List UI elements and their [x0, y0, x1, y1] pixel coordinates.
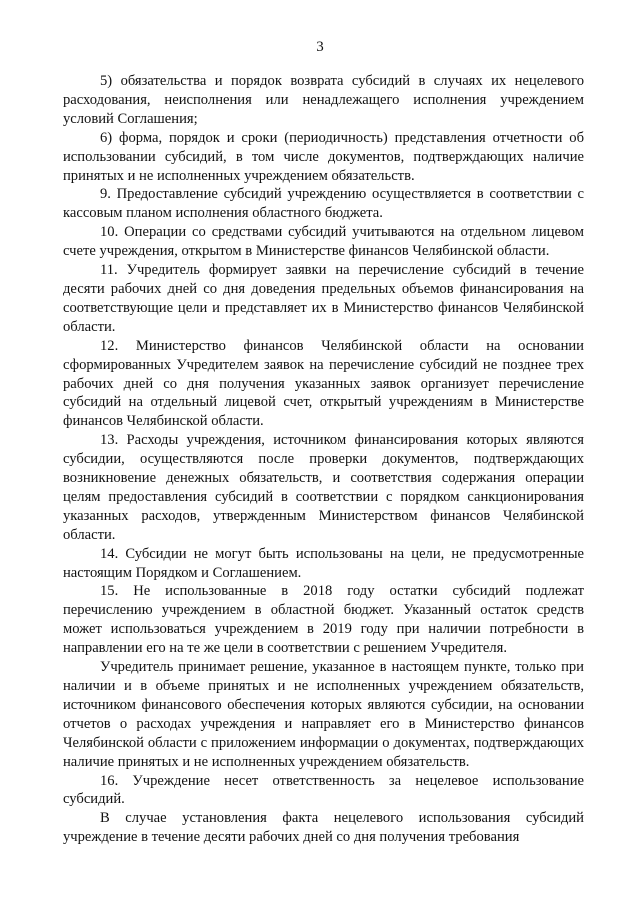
paragraph-item-16: 16. Учреждение несет ответственность за нецелевое использование субсидий.: [63, 772, 584, 808]
document-body: [63, 72, 584, 847]
paragraph-founder-decision: Учредитель принимает решение, указанное в настоящем пункте, только при наличии и в объеме принятых и не исполненных учреждением обязательств, источником финансового обеспечения которых являются субсидии, на основании отчетов о расходах учреждения и направляет его в Министерство финансов Челябинской области с приложением информации о документах, подтверждающих наличие принятых и не исполненных учреждением обязательств.: [63, 659, 584, 770]
paragraph-item-10: 10. Операции со средствами субсидий учитываются на отдельном лицевом счете учреждения, открытом в Министерстве финансов Челябинской области.: [63, 224, 584, 260]
paragraph-item-12: 12. Министерство финансов Челябинской области на основании сформированных Учредителем заявок на перечисление субсидий не позднее трех рабочих дней со дня получения указанных заявок организует перечисление субсидий на отдельный лицевой счет, открытый учреждениям в Министерстве финансов Челябинской области.: [63, 337, 584, 430]
paragraph-item-6: 6) форма, порядок и сроки (периодичность) представления отчетности об использовании субсидий, в том числе документов, подтверждающих наличие принятых и не исполненных учреждением обязательств.: [63, 129, 584, 184]
paragraph-item-11: 11. Учредитель формирует заявки на перечисление субсидий в течение десяти рабочих дней со дня доведения предельных объемов финансирования на соответствующие цели и представляет их в Министерство финансов Челябинской области.: [63, 262, 584, 335]
paragraph-misuse-case: В случае установления факта нецелевого использования субсидий учреждение в течение десяти рабочих дней со дня получения требования: [63, 810, 584, 846]
page-number: 3: [316, 39, 324, 55]
paragraph-item-9: 9. Предоставление субсидий учреждению осуществляется в соответствии с кассовым планом исполнения областного бюджета.: [63, 186, 584, 222]
paragraph-item-13: 13. Расходы учреждения, источником финансирования которых являются субсидии, осуществляются после проверки документов, подтверждающих возникновение денежных обязательств, и соответствия содержания операции целям предоставления субсидий в соответствии с порядком санкционирования указанных расходов, утвержденным Министерством финансов Челябинской области.: [63, 432, 584, 543]
paragraph-item-5: 5) обязательства и порядок возврата субсидий в случаях их нецелевого расходования, неисполнения или ненадлежащего исполнения учреждением условий Соглашения;: [63, 73, 584, 127]
paragraph-item-15: 15. Не использованные в 2018 году остатки субсидий подлежат перечислению учреждением в областной бюджет. Указанный остаток средств может использоваться учреждением в 2019 году при наличии потребности в направлении его на те же цели в соответствии с решением Учредителя.: [63, 583, 584, 657]
paragraph-item-14: 14. Субсидии не могут быть использованы на цели, не предусмотренные настоящим Порядком и Соглашением.: [63, 545, 584, 581]
